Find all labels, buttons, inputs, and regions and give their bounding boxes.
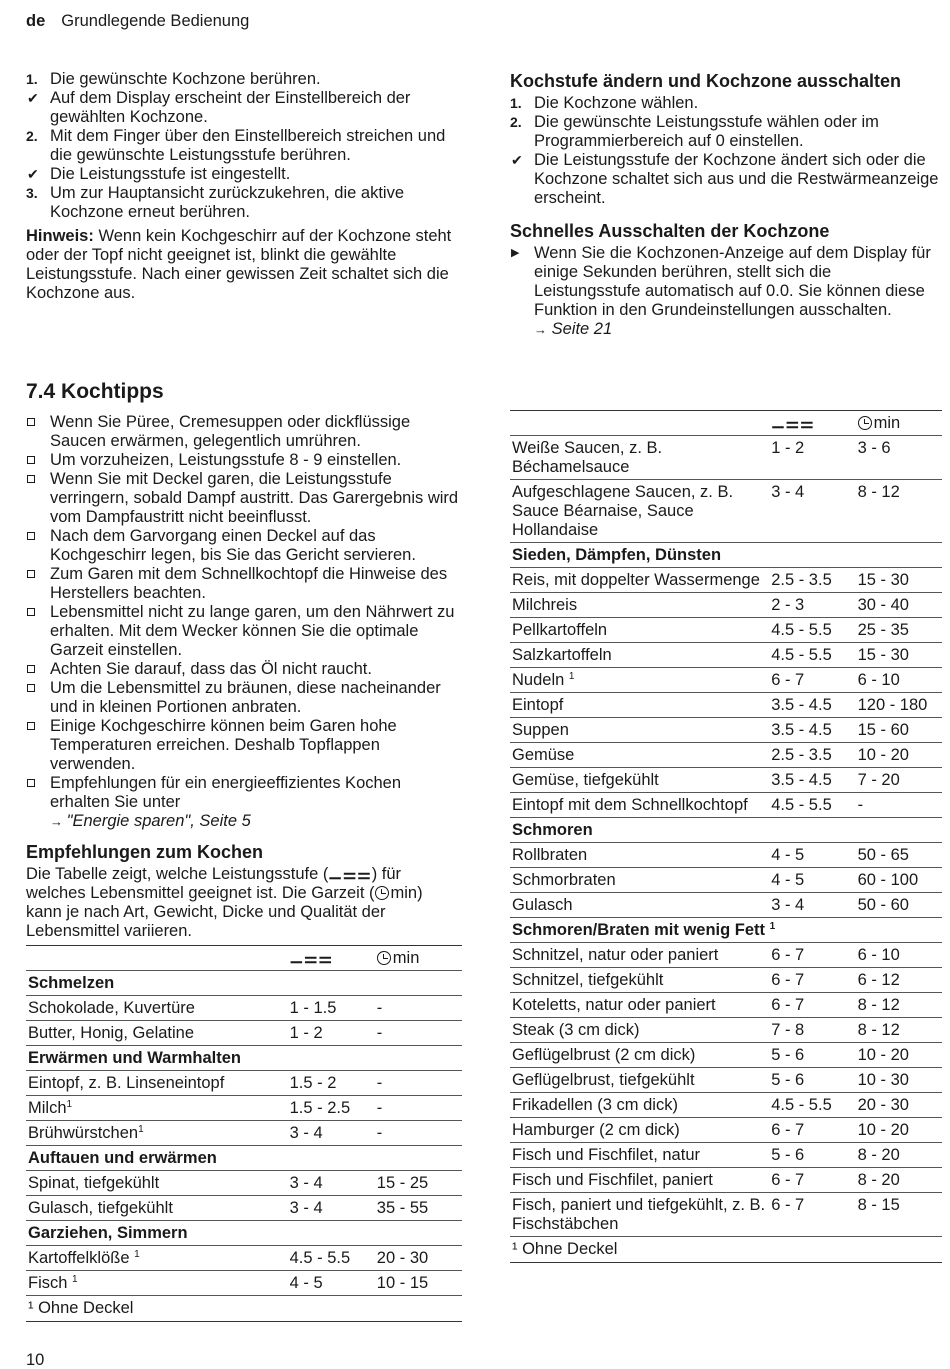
table-row bbox=[26, 1271, 462, 1296]
power-level: 6 - 7 bbox=[771, 996, 805, 1014]
table-row bbox=[510, 593, 942, 618]
power-level: 2.5 - 3.5 bbox=[771, 571, 832, 589]
cook-time: 15 - 30 bbox=[857, 646, 909, 664]
arrow-icon: → bbox=[534, 322, 547, 337]
cook-time: 50 - 65 bbox=[857, 846, 909, 864]
power-level: 1 - 1.5 bbox=[289, 999, 337, 1017]
cook-time: 6 - 10 bbox=[857, 946, 900, 964]
tip-text: Empfehlungen für ein energieeffizientes Kochen erhalten Sie unter bbox=[50, 774, 402, 811]
tip-item bbox=[26, 451, 462, 470]
quick-off-text: Wenn Sie die Kochzonen-Anzeige auf dem Display für einige Sekunden berühren, stellt sich die Leistungsstufe automatisch auf 0.0. Sie können diese Funktion in den Grundeinstellungen ausschalten. bbox=[534, 244, 931, 319]
cook-time: 15 - 30 bbox=[857, 571, 909, 589]
tip-item bbox=[26, 717, 462, 774]
tip-text: Nach dem Garvorgang einen Deckel auf das Kochgeschirr legen, bis Sie das Gericht servieren. bbox=[50, 527, 416, 564]
food-name: Eintopf mit dem Schnellkochtopf bbox=[512, 796, 748, 814]
footnote-mark: ¹ bbox=[28, 1299, 34, 1317]
tip-item bbox=[26, 470, 462, 527]
food-name: Kartoffelklöße $^1$ bbox=[28, 1249, 140, 1267]
step-text: Die Leistungsstufe der Kochzone ändert sich oder die Kochzone schaltet sich aus und die Restwärmeanzeige erscheint. bbox=[534, 151, 939, 207]
footnote-text: Ohne Deckel bbox=[38, 1299, 134, 1317]
group-label: Garziehen, Simmern bbox=[28, 1224, 188, 1242]
cook-time: - bbox=[376, 1099, 383, 1117]
table-row bbox=[26, 1021, 462, 1046]
square-bullet-icon bbox=[27, 532, 35, 540]
table-row bbox=[510, 1093, 942, 1118]
food-name: Eintopf bbox=[512, 696, 564, 714]
power-level: 2.5 - 3.5 bbox=[771, 746, 832, 764]
cook-time: 8 - 12 bbox=[857, 1021, 900, 1039]
food-name: Gulasch bbox=[512, 896, 573, 914]
tip-item bbox=[26, 527, 462, 565]
footnote-mark: ¹ bbox=[512, 1240, 518, 1258]
cook-time: 8 - 20 bbox=[857, 1171, 900, 1189]
square-bullet-icon bbox=[27, 475, 35, 483]
clock-icon bbox=[858, 416, 872, 430]
footnote-ref: 1 bbox=[568, 671, 575, 682]
food-name: Fisch, paniert und tiefgekühlt, z. B. Fischstäbchen bbox=[512, 1196, 766, 1233]
checkmark-icon: ✔ bbox=[27, 166, 39, 182]
cook-time: 10 - 20 bbox=[857, 1046, 909, 1064]
cook-time: 15 - 60 bbox=[857, 721, 909, 739]
food-name: Brühwürstchen$^1$ bbox=[28, 1124, 144, 1142]
table-footnote bbox=[510, 1237, 942, 1263]
table-row bbox=[510, 436, 942, 480]
checkmark-icon: ✔ bbox=[27, 90, 39, 106]
table-row bbox=[510, 618, 942, 643]
step-text: Die gewünschte Kochzone berühren. bbox=[50, 70, 321, 88]
recommend-text-part: ) für welches Lebensmittel geeignet ist. Die Garzeit ( bbox=[26, 865, 402, 902]
power-level: 1 - 2 bbox=[771, 439, 805, 457]
footnote-ref: 1 bbox=[134, 1249, 140, 1260]
power-level: 3.5 - 4.5 bbox=[771, 721, 832, 739]
table-row bbox=[510, 768, 942, 793]
cook-time: 8 - 15 bbox=[857, 1196, 900, 1214]
food-name: Spinat, tiefgekühlt bbox=[28, 1174, 160, 1192]
min-label: min bbox=[873, 414, 901, 432]
cooking-table-right bbox=[510, 410, 942, 1263]
food-name: Gulasch, tiefgekühlt bbox=[28, 1199, 173, 1217]
power-level: 6 - 7 bbox=[771, 946, 805, 964]
table-row bbox=[510, 943, 942, 968]
table-group-row bbox=[26, 1146, 462, 1171]
group-label: Auftauen und erwärmen bbox=[28, 1149, 217, 1167]
square-bullet-icon bbox=[27, 779, 35, 787]
power-level: 6 - 7 bbox=[771, 671, 805, 689]
table-group-row bbox=[510, 918, 942, 943]
table-row bbox=[510, 1118, 942, 1143]
cook-time: - bbox=[376, 1074, 383, 1092]
power-level: 1 - 2 bbox=[289, 1024, 323, 1042]
hint-note bbox=[26, 227, 462, 303]
food-name: Schmorbraten bbox=[512, 871, 616, 889]
step-number: 1. bbox=[510, 95, 522, 111]
food-name: Gemüse bbox=[512, 746, 575, 764]
square-bullet-icon bbox=[27, 684, 35, 692]
food-name: Fisch und Fischfilet, natur bbox=[512, 1146, 700, 1164]
tip-text: Um vorzuheizen, Leistungsstufe 8 - 9 einstellen. bbox=[50, 451, 402, 469]
table-group-row bbox=[510, 543, 942, 568]
food-name: Frikadellen (3 cm dick) bbox=[512, 1096, 678, 1114]
recommend-text bbox=[26, 865, 462, 941]
cook-time: 7 - 20 bbox=[857, 771, 900, 789]
arrow-icon: → bbox=[50, 814, 67, 829]
food-name: Reis, mit doppelter Wassermenge bbox=[512, 571, 760, 589]
tip-text: Lebensmittel nicht zu lange garen, um den Nährwert zu erhalten. Mit dem Wecker können Sie die optimale Garzeit einstellen. bbox=[50, 603, 455, 659]
quick-off-step bbox=[510, 244, 942, 339]
power-level: 4 - 5 bbox=[771, 871, 805, 889]
cook-time: 6 - 12 bbox=[857, 971, 900, 989]
square-bullet-icon bbox=[27, 608, 35, 616]
table-row bbox=[26, 1121, 462, 1146]
step-number: 2. bbox=[26, 128, 38, 144]
table-row bbox=[510, 643, 942, 668]
power-level: 3 - 4 bbox=[289, 1174, 323, 1192]
recommend-title: Empfehlungen zum Kochen bbox=[26, 842, 264, 862]
power-level: 3.5 - 4.5 bbox=[771, 771, 832, 789]
food-name: Weiße Saucen, z. B. Béchamelsauce bbox=[512, 439, 663, 476]
power-level: 2 - 3 bbox=[771, 596, 805, 614]
power-level: 1.5 - 2 bbox=[289, 1074, 337, 1092]
page-reference-link[interactable]: "Energie sparen", Seite 5 bbox=[66, 812, 251, 830]
table-row bbox=[510, 1143, 942, 1168]
food-name: Steak (3 cm dick) bbox=[512, 1021, 640, 1039]
power-level: 6 - 7 bbox=[771, 1196, 805, 1214]
square-bullet-icon bbox=[27, 418, 35, 426]
table-row bbox=[510, 1193, 942, 1237]
cook-time: 8 - 20 bbox=[857, 1146, 900, 1164]
group-label: Schmoren/Braten mit wenig Fett $^1$ bbox=[512, 921, 776, 939]
power-level: 5 - 6 bbox=[771, 1071, 805, 1089]
cook-time: 20 - 30 bbox=[857, 1096, 909, 1114]
cook-time: 20 - 30 bbox=[376, 1249, 429, 1267]
table-row bbox=[26, 1071, 462, 1096]
table-row bbox=[26, 1171, 462, 1196]
food-name: Suppen bbox=[512, 721, 569, 739]
power-level: 1.5 - 2.5 bbox=[289, 1099, 351, 1117]
step-number: 1. bbox=[26, 71, 38, 87]
cook-time: 10 - 20 bbox=[857, 746, 909, 764]
power-level: 4 - 5 bbox=[771, 846, 805, 864]
tips-list bbox=[26, 413, 462, 831]
cook-time: 6 - 10 bbox=[857, 671, 900, 689]
footnote-ref: 1 bbox=[72, 1274, 78, 1285]
food-name: Koteletts, natur oder paniert bbox=[512, 996, 716, 1014]
change-section-title: Kochstufe ändern und Kochzone ausschalten bbox=[510, 71, 902, 91]
tip-item bbox=[26, 774, 462, 831]
cook-time: 10 - 30 bbox=[857, 1071, 909, 1089]
cook-time: 8 - 12 bbox=[857, 996, 900, 1014]
table-row bbox=[510, 693, 942, 718]
cook-time: - bbox=[376, 1024, 383, 1042]
hint-text: Wenn kein Kochgeschirr auf der Kochzone steht oder der Topf nicht geeignet ist, blinkt die gewählte Leistungsstufe. Nach einer gewissen Zeit schaltet sich die Kochzone aus. bbox=[26, 227, 452, 302]
power-level: 5 - 6 bbox=[771, 1046, 805, 1064]
power-level: 3 - 4 bbox=[771, 896, 805, 914]
table-group-row bbox=[26, 971, 462, 996]
power-level: 6 - 7 bbox=[771, 1121, 805, 1139]
power-level: 3 - 4 bbox=[771, 483, 805, 501]
cook-time: - bbox=[376, 1124, 383, 1142]
cook-time: 10 - 20 bbox=[857, 1121, 909, 1139]
triangle-marker-icon: ▶ bbox=[511, 247, 520, 259]
food-name: Schnitzel, natur oder paniert bbox=[512, 946, 719, 964]
group-label: Schmelzen bbox=[28, 974, 115, 992]
left-steps bbox=[26, 70, 462, 222]
step-text: Die Leistungsstufe ist eingestellt. bbox=[50, 165, 291, 183]
square-bullet-icon bbox=[27, 665, 35, 673]
footnote-ref: 1 bbox=[138, 1124, 144, 1135]
step-text: Die gewünschte Leistungsstufe wählen oder im Programmierbereich auf 0 einstellen. bbox=[534, 113, 879, 150]
table-row bbox=[510, 968, 942, 993]
clock-icon bbox=[375, 886, 389, 900]
change-steps bbox=[510, 94, 942, 208]
tip-item bbox=[26, 660, 462, 679]
table-group-row bbox=[510, 818, 942, 843]
table-row bbox=[26, 1196, 462, 1221]
power-level: 4.5 - 5.5 bbox=[771, 796, 832, 814]
change-step bbox=[510, 94, 942, 113]
instruction-step bbox=[26, 165, 462, 184]
table-header-row bbox=[510, 411, 942, 436]
food-name: Rollbraten bbox=[512, 846, 588, 864]
language-tag: de bbox=[26, 12, 46, 30]
cook-time: - bbox=[376, 999, 383, 1017]
power-level: 4 - 5 bbox=[289, 1274, 323, 1292]
checkmark-icon: ✔ bbox=[511, 152, 523, 168]
table-footnote bbox=[26, 1296, 462, 1322]
step-text: Um zur Hauptansicht zurückzukehren, die aktive Kochzone erneut berühren. bbox=[50, 184, 404, 221]
tip-item bbox=[26, 413, 462, 451]
cook-time: 120 - 180 bbox=[857, 696, 928, 714]
food-name: Salzkartoffeln bbox=[512, 646, 612, 664]
table-row bbox=[510, 1043, 942, 1068]
power-level: 3.5 - 4.5 bbox=[771, 696, 832, 714]
table-row bbox=[510, 793, 942, 818]
power-level: 5 - 6 bbox=[771, 1146, 805, 1164]
tip-item bbox=[26, 565, 462, 603]
min-label: min bbox=[392, 949, 420, 967]
change-step bbox=[510, 113, 942, 151]
food-name: Schnitzel, tiefgekühlt bbox=[512, 971, 664, 989]
table-row bbox=[510, 668, 942, 693]
food-name: Milch$^1$ bbox=[28, 1099, 73, 1117]
tip-text: Zum Garen mit dem Schnellkochtopf die Hinweise des Herstellers beachten. bbox=[50, 565, 448, 602]
food-name: Schokolade, Kuvertüre bbox=[28, 999, 195, 1017]
food-name: Geflügelbrust (2 cm dick) bbox=[512, 1046, 696, 1064]
recommend-text-part: ) kann je nach Art, Gewicht, Dicke und Qualität der Lebensmittel variieren. bbox=[26, 884, 423, 940]
square-bullet-icon bbox=[27, 722, 35, 730]
power-level-icon: ⚊⚌⚌ bbox=[771, 415, 815, 432]
tip-text: Um die Lebensmittel zu bräunen, diese nacheinander und in kleinen Portionen anbraten. bbox=[50, 679, 441, 716]
tip-item bbox=[26, 603, 462, 660]
step-number: 2. bbox=[510, 114, 522, 130]
cook-time: - bbox=[857, 796, 864, 814]
power-level: 4.5 - 5.5 bbox=[771, 646, 832, 664]
square-bullet-icon bbox=[27, 456, 35, 464]
table-row bbox=[510, 993, 942, 1018]
cook-time: 30 - 40 bbox=[857, 596, 909, 614]
section-title: Grundlegende Bedienung bbox=[61, 12, 250, 30]
table-row bbox=[510, 843, 942, 868]
power-level: 3 - 4 bbox=[289, 1124, 323, 1142]
cook-time: 15 - 25 bbox=[376, 1174, 429, 1192]
food-name: Hamburger (2 cm dick) bbox=[512, 1121, 680, 1139]
tip-text: Wenn Sie Püree, Cremesuppen oder dickflüssige Saucen erwärmen, gelegentlich umrühren. bbox=[50, 413, 411, 450]
power-level-icon: ⚊⚌⚌ bbox=[328, 866, 372, 883]
change-step bbox=[510, 151, 942, 208]
footnote-ref: 1 bbox=[66, 1099, 73, 1110]
power-level: 4.5 - 5.5 bbox=[771, 1096, 832, 1114]
food-name: Gemüse, tiefgekühlt bbox=[512, 771, 659, 789]
step-text: Auf dem Display erscheint der Einstellbereich der gewählten Kochzone. bbox=[50, 89, 411, 126]
power-level: 3 - 4 bbox=[289, 1199, 323, 1217]
power-level: 4.5 - 5.5 bbox=[771, 621, 832, 639]
instruction-step bbox=[26, 127, 462, 165]
quick-off-title: Schnelles Ausschalten der Kochzone bbox=[510, 221, 830, 241]
table-group-row bbox=[26, 1046, 462, 1071]
table-row bbox=[26, 1246, 462, 1271]
food-name: Butter, Honig, Gelatine bbox=[28, 1024, 195, 1042]
food-name: Pellkartoffeln bbox=[512, 621, 608, 639]
page-reference-link[interactable]: Seite 21 bbox=[551, 320, 613, 338]
cook-time: 3 - 6 bbox=[857, 439, 891, 457]
recommend-text-part: Die Tabelle zeigt, welche Leistungsstufe ( bbox=[26, 865, 329, 883]
min-label: min bbox=[390, 884, 418, 902]
table-row bbox=[510, 1068, 942, 1093]
power-level: 4.5 - 5.5 bbox=[289, 1249, 351, 1267]
tip-text: Wenn Sie mit Deckel garen, die Leistungsstufe verringern, sobald Dampf austritt. Das Garergebnis wird vom Dampfaustritt nicht beeinflusst. bbox=[50, 470, 459, 526]
group-label: Erwärmen und Warmhalten bbox=[28, 1049, 242, 1067]
table-row bbox=[510, 868, 942, 893]
table-group-row bbox=[26, 1221, 462, 1246]
food-name: Milchreis bbox=[512, 596, 578, 614]
table-row bbox=[510, 1018, 942, 1043]
table-row bbox=[510, 1168, 942, 1193]
instruction-step bbox=[26, 70, 462, 89]
power-level: 6 - 7 bbox=[771, 1171, 805, 1189]
page-number: 10 bbox=[26, 1351, 45, 1369]
step-number: 3. bbox=[26, 185, 38, 201]
power-level-icon: ⚊⚌⚌ bbox=[289, 950, 333, 967]
food-name: Nudeln $^1$ bbox=[512, 671, 575, 689]
clock-icon bbox=[377, 951, 391, 965]
change-section bbox=[510, 70, 942, 339]
instruction-step bbox=[26, 89, 462, 127]
table-header-row bbox=[26, 946, 462, 971]
table-row bbox=[26, 1096, 462, 1121]
table-row bbox=[26, 996, 462, 1021]
instruction-step bbox=[26, 184, 462, 222]
step-text: Mit dem Finger über den Einstellbereich streichen und die gewünschte Leistungsstufe berühren. bbox=[50, 127, 446, 164]
table-row bbox=[510, 718, 942, 743]
cook-time: 10 - 15 bbox=[376, 1274, 429, 1292]
group-label: Sieden, Dämpfen, Dünsten bbox=[512, 546, 722, 564]
tips-section bbox=[26, 379, 462, 941]
table-row bbox=[510, 893, 942, 918]
tip-item bbox=[26, 679, 462, 717]
power-level: 7 - 8 bbox=[771, 1021, 805, 1039]
food-name: Fisch und Fischfilet, paniert bbox=[512, 1171, 713, 1189]
cooking-table-left bbox=[26, 945, 462, 1322]
table-row bbox=[510, 743, 942, 768]
food-name: Geflügelbrust, tiefgekühlt bbox=[512, 1071, 695, 1089]
power-level: 6 - 7 bbox=[771, 971, 805, 989]
tip-text: Achten Sie darauf, dass das Öl nicht raucht. bbox=[50, 660, 372, 678]
square-bullet-icon bbox=[27, 570, 35, 578]
step-text: Die Kochzone wählen. bbox=[534, 94, 699, 112]
tips-title: 7.4 Kochtipps bbox=[26, 380, 164, 403]
tip-text: Einige Kochgeschirre können beim Garen hohe Temperaturen erreichen. Deshalb Topflappen verwenden. bbox=[50, 717, 397, 773]
cook-time: 50 - 60 bbox=[857, 896, 909, 914]
cook-time: 35 - 55 bbox=[376, 1199, 429, 1217]
footnote-text: Ohne Deckel bbox=[522, 1240, 618, 1258]
food-name: Fisch $^1$ bbox=[28, 1274, 78, 1292]
page-header bbox=[26, 12, 249, 31]
cook-time: 60 - 100 bbox=[857, 871, 919, 889]
food-name: Eintopf, z. B. Linseneintopf bbox=[28, 1074, 225, 1092]
cook-time: 25 - 35 bbox=[857, 621, 909, 639]
table-row bbox=[510, 480, 942, 543]
table-row bbox=[510, 568, 942, 593]
cook-time: 8 - 12 bbox=[857, 483, 900, 501]
group-label: Schmoren bbox=[512, 821, 593, 839]
hint-label: Hinweis: bbox=[26, 227, 94, 245]
food-name: Aufgeschlagene Saucen, z. B. Sauce Béarnaise, Sauce Hollandaise bbox=[512, 483, 734, 539]
